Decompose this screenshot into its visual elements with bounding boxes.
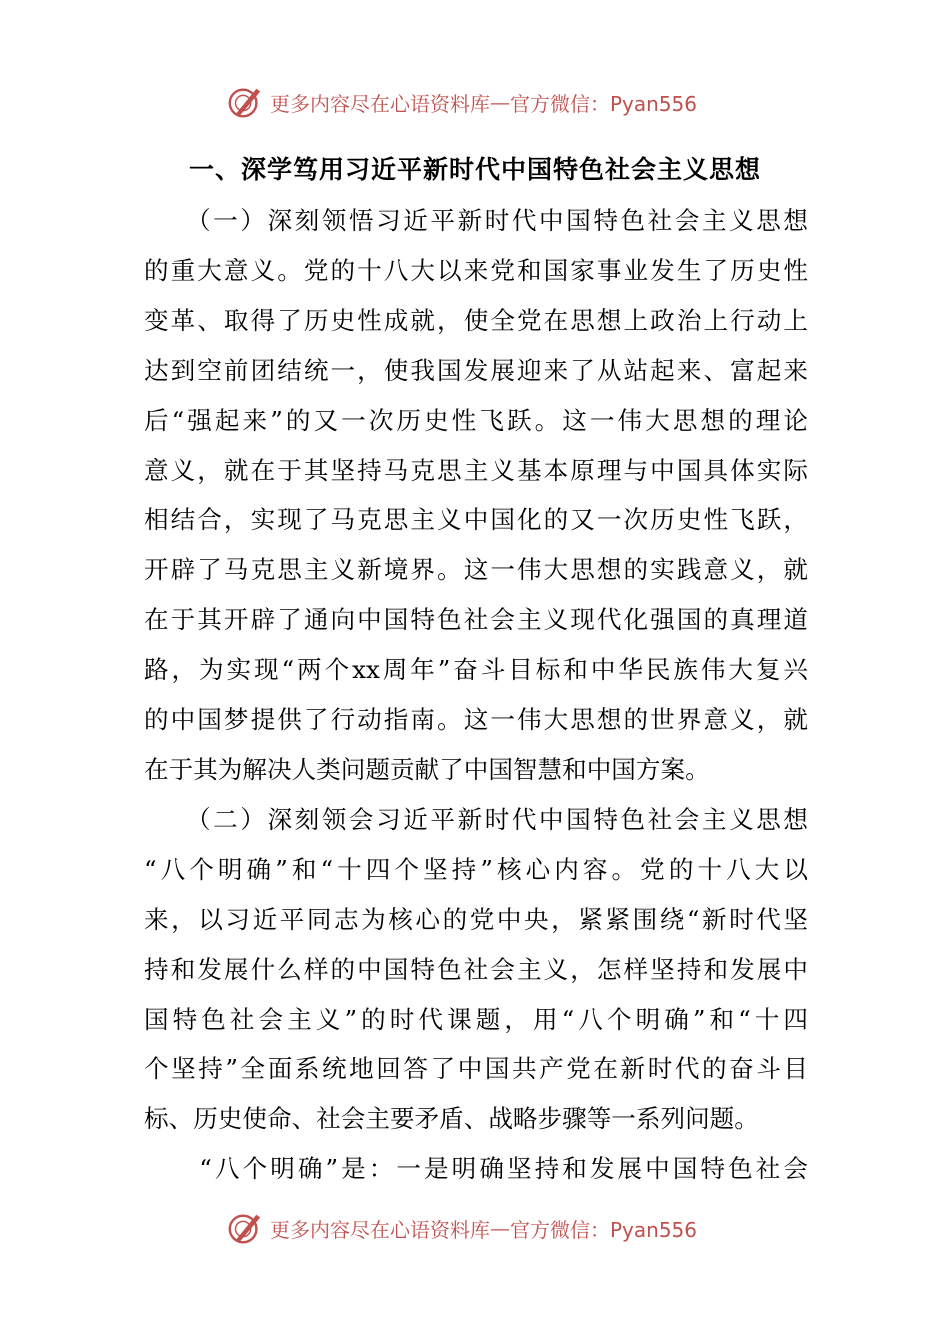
watermark-wechat-text: 官方微信：Pyan556: [510, 1217, 698, 1242]
watermark-dash: —: [490, 1216, 510, 1240]
text-line: 来，以习近平同志为核心的党中央，紧紧围绕“新时代坚: [144, 904, 808, 934]
text-line: 标、历史使命、社会主要矛盾、战略步骤等一系列问题。: [144, 1104, 759, 1134]
text-line: （二）深刻领会习近平新时代中国特色社会主义思想: [144, 804, 808, 834]
text-line: 的中国梦提供了行动指南。这一伟大思想的世界意义，就: [144, 705, 808, 735]
paragraph: [144, 795, 808, 1144]
text-line: （一）深刻领悟习近平新时代中国特色社会主义思想: [144, 206, 808, 235]
header-watermark: [226, 80, 697, 124]
watermark-wechat-text: 官方微信：Pyan556: [510, 91, 698, 116]
text-line: 在于其为解决人类问题贡献了中国智慧和中国方案。: [144, 754, 710, 784]
paragraph: [144, 1144, 808, 1194]
text-line: 国特色社会主义”的时代课题，用“八个明确”和“十四: [144, 1004, 808, 1034]
watermark-site-text: 更多内容尽在心语资料库: [270, 1217, 490, 1242]
text-line: 意义，就在于其坚持马克思主义基本原理与中国具体实际: [144, 455, 808, 485]
pen-logo-icon: [226, 83, 264, 121]
text-line: 开辟了马克思主义新境界。这一伟大思想的实践意义，就: [144, 555, 808, 585]
text-line: 个坚持”全面系统地回答了中国共产党在新时代的奋斗目: [144, 1054, 808, 1084]
text-line: 后“强起来”的又一次历史性飞跃。这一伟大思想的理论: [144, 405, 808, 435]
watermark-site-text: 更多内容尽在心语资料库: [270, 91, 490, 116]
text-line: 持和发展什么样的中国特色社会主义，怎样坚持和发展中: [144, 954, 808, 984]
text-line: “八个明确”是：一是明确坚持和发展中国特色社会: [144, 1154, 808, 1184]
text-line: 在于其开辟了通向中国特色社会主义现代化强国的真理道: [144, 605, 808, 635]
text-line: “八个明确”和“十四个坚持”核心内容。党的十八大以: [144, 854, 808, 884]
document-body: [144, 196, 808, 1194]
text-line: 相结合，实现了马克思主义中国化的又一次历史性飞跃，: [144, 505, 808, 535]
pen-logo-icon: [226, 1209, 264, 1247]
paragraph: [144, 196, 808, 795]
text-line: 的重大意义。党的十八大以来党和国家事业发生了历史性: [144, 255, 808, 285]
section-heading: 一、深学笃用习近平新时代中国特色社会主义思想: [188, 155, 761, 184]
text-line: 达到空前团结统一，使我国发展迎来了从站起来、富起来: [144, 355, 808, 385]
text-line: 变革、取得了历史性成就，使全党在思想上政治上行动上: [144, 305, 808, 335]
watermark-dash: —: [490, 90, 510, 114]
text-line: 路，为实现“两个xx周年”奋斗目标和中华民族伟大复兴: [144, 655, 808, 685]
footer-watermark: [226, 1206, 697, 1250]
